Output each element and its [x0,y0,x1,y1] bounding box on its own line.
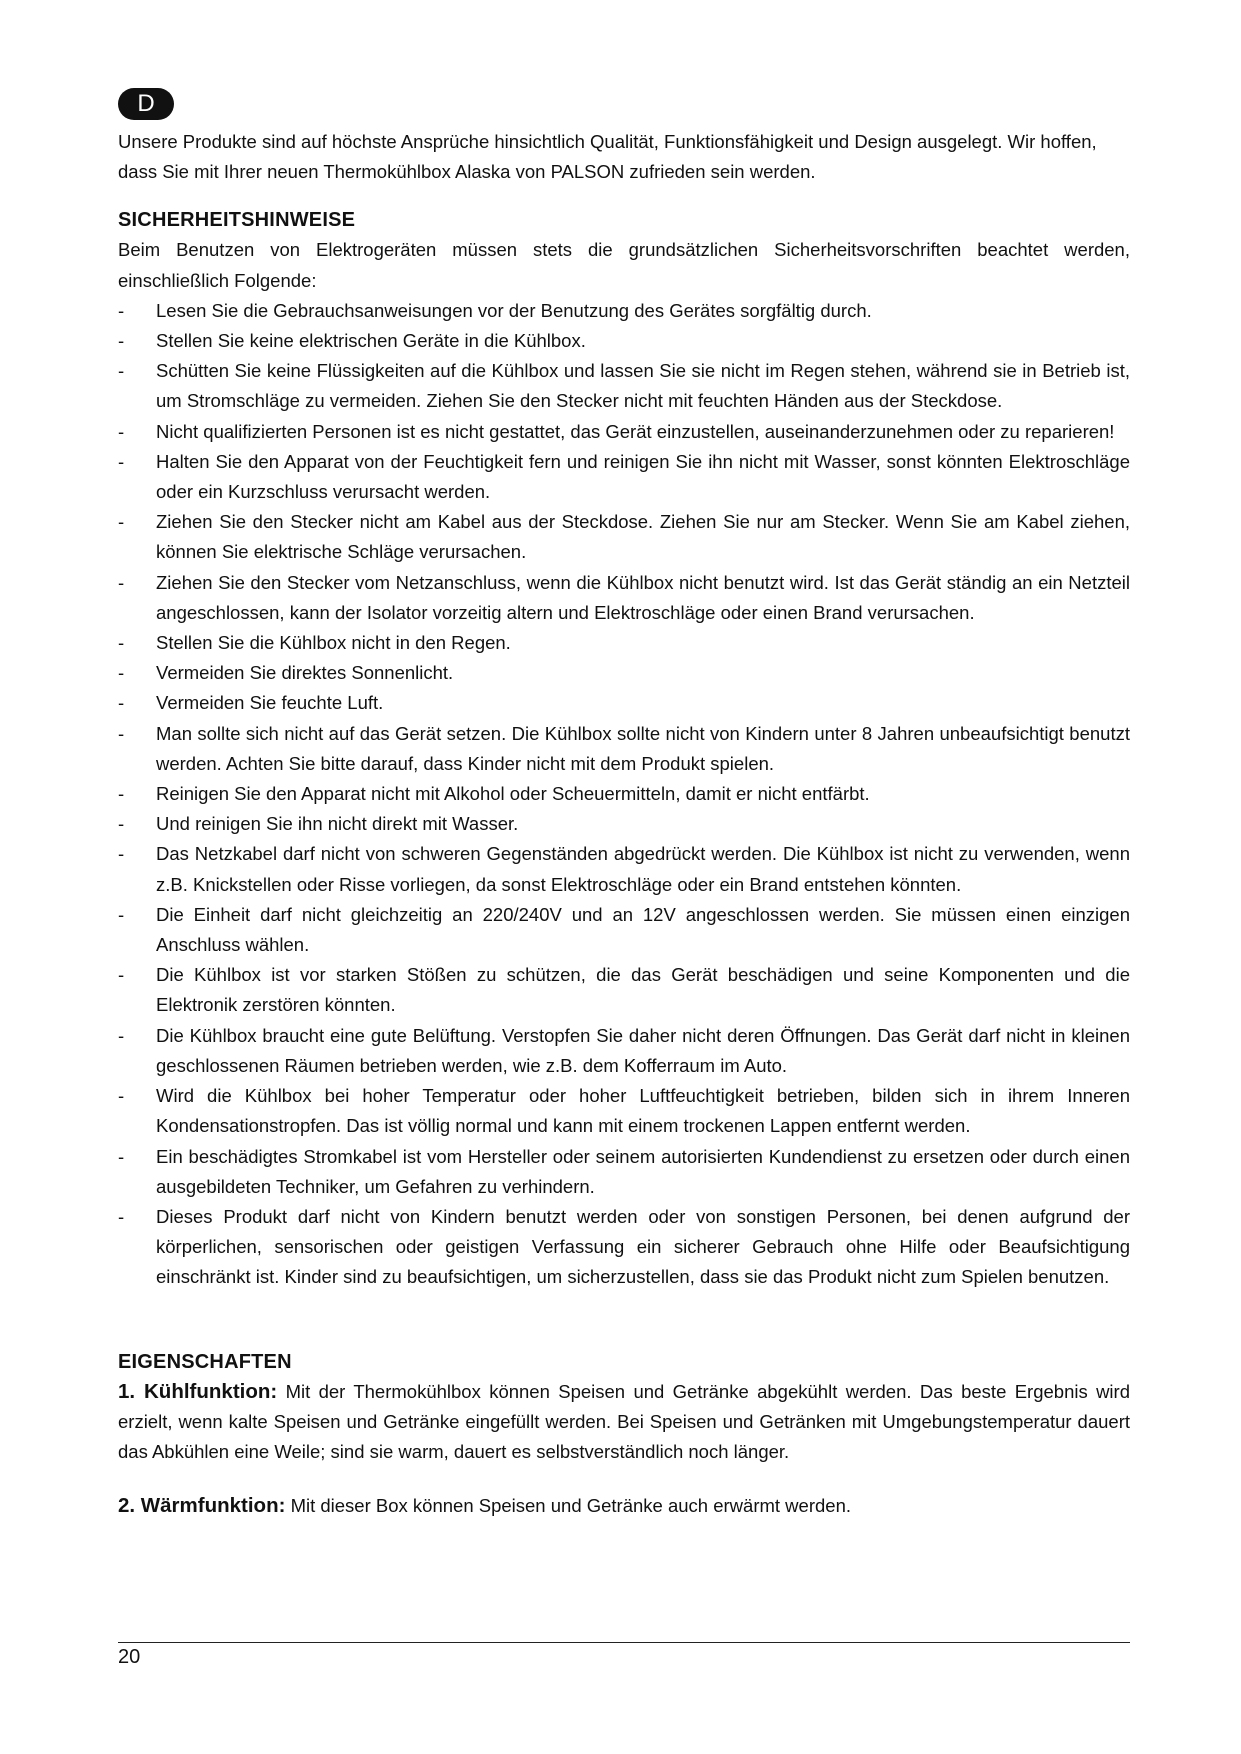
bullet-dash: - [118,632,125,654]
safety-item [118,809,1130,839]
safety-item [118,507,1130,567]
feature-text: Mit dieser Box können Speisen und Getränke auch erwärmt werden. [290,1495,852,1517]
intro-paragraph: Unsere Produkte sind auf höchste Ansprüche hinsichtlich Qualität, Funktionsfähigkeit und Design ausgelegt. Wir hoffen, dass Sie mit Ihrer neuen Thermokühlbox Alaska von PALSON zufrieden sein werden. [118,131,1097,183]
safety-item-text: Reinigen Sie den Apparat nicht mit Alkohol oder Scheuermitteln, damit er nicht entfärbt. [156,783,870,805]
safety-item [118,326,1130,356]
safety-item [118,296,1130,326]
bullet-dash: - [118,1024,125,1046]
safety-item-text: Stellen Sie keine elektrischen Geräte in die Kühlbox. [156,330,586,352]
bullet-dash: - [118,1145,125,1167]
safety-item-text: Dieses Produkt darf nicht von Kindern benutzt werden oder von sonstigen Personen, bei denen aufgrund der körperlichen, sensorischen oder geistigen Verfassung ein sicherer Gebrauch ohne Hilfe oder Beaufsichtigung einschränkt ist. Kinder sind zu beaufsichtigen, um sicherzustellen, dass sie das Produkt nicht zum Spielen benutzen. [156,1205,1130,1288]
bullet-dash: - [118,662,125,684]
safety-item-text: Die Kühlbox braucht eine gute Belüftung. Verstopfen Sie daher nicht deren Öffnungen. Das Gerät darf nicht in kleinen geschlossenen Räumen betrieben werden, wie z.B. dem Kofferraum im Auto. [156,1024,1130,1076]
feature-title: 1. Kühlfunktion: [118,1379,278,1403]
safety-item [118,1021,1130,1081]
bullet-dash: - [118,299,125,321]
safety-item [118,417,1130,447]
bullet-dash: - [118,511,125,533]
feature-heating [118,1491,1130,1521]
bullet-dash: - [118,360,125,382]
safety-item [118,779,1130,809]
safety-item-text: Ziehen Sie den Stecker nicht am Kabel aus der Steckdose. Ziehen Sie nur am Stecker. Wenn Sie am Kabel ziehen, können Sie elektrische Schläge verursachen. [156,511,1130,563]
safety-item [118,568,1130,628]
bullet-dash: - [118,450,125,472]
safety-item [118,960,1130,1020]
safety-item-text: Wird die Kühlbox bei hoher Temperatur oder hoher Luftfeuchtigkeit betrieben, bilden sich in ihrem Inneren Kondensationstropfen. Das ist völlig normal und kann mit einem trockenen Lappen entfernt werden. [156,1085,1130,1137]
safety-item [118,688,1130,718]
bullet-dash: - [118,1085,125,1107]
safety-item-text: Die Einheit darf nicht gleichzeitig an 220/240V und an 12V angeschlossen werden. Sie müssen einen einzigen Anschluss wählen. [156,903,1130,956]
bullet-dash: - [118,571,125,593]
safety-heading: SICHERHEITSHINWEISE [118,209,356,232]
safety-item [118,1081,1130,1141]
bullet-dash: - [118,330,125,352]
bullet-dash: - [118,692,125,714]
bullet-dash: - [118,783,125,805]
safety-item [118,900,1130,960]
safety-item-text: Man sollte sich nicht auf das Gerät setzen. Die Kühlbox sollte nicht von Kindern unter 8 Jahren unbeaufsichtigt benutzt werden. Achten Sie bitte darauf, dass Kinder nicht mit dem Produkt spielen. [156,722,1130,774]
bullet-dash: - [118,420,125,442]
safety-item-text: Halten Sie den Apparat von der Feuchtigkeit fern und reinigen Sie ihn nicht mit Wasser, sonst könnten Elektroschläge oder ein Kurzschluss verursacht werden. [156,450,1130,503]
safety-item-text: Und reinigen Sie ihn nicht direkt mit Wasser. [156,813,519,835]
bullet-dash: - [118,813,125,835]
features-heading: EIGENSCHAFTEN [118,1350,292,1373]
safety-item [118,1202,1130,1293]
language-badge: D [118,88,174,120]
bullet-dash: - [118,903,125,925]
safety-item-text: Nicht qualifizierten Personen ist es nicht gestattet, das Gerät einzustellen, auseinanderzunehmen oder zu reparieren! [156,420,1115,442]
safety-item-text: Schütten Sie keine Flüssigkeiten auf die Kühlbox und lassen Sie sie nicht im Regen stehen, während sie in Betrieb ist, um Stromschläge zu vermeiden. Ziehen Sie den Stecker nicht mit feuchten Händen aus der Steckdose. [156,360,1130,412]
safety-item [118,839,1130,899]
bullet-dash: - [118,1205,125,1227]
safety-item-text: Vermeiden Sie feuchte Luft. [156,692,384,714]
safety-list [118,296,1130,1293]
safety-item-text: Vermeiden Sie direktes Sonnenlicht. [156,662,454,684]
safety-lead: Beim Benutzen von Elektrogeräten müssen stets die grundsätzlichen Sicherheitsvorschriften beachtet werden, einschließlich Folgende: [118,239,1130,291]
bullet-dash: - [118,722,125,744]
page-content [118,127,1130,1521]
feature-title: 2. Wärmfunktion: [118,1494,286,1518]
safety-item-text: Lesen Sie die Gebrauchsanweisungen vor der Benutzung des Gerätes sorgfältig durch. [156,299,872,321]
bullet-dash: - [118,843,125,865]
safety-item [118,1142,1130,1202]
page-number: 20 [118,1646,141,1668]
safety-item [118,447,1130,507]
safety-item [118,658,1130,688]
safety-item-text: Stellen Sie die Kühlbox nicht in den Regen. [156,632,511,654]
safety-item-text: Ziehen Sie den Stecker vom Netzanschluss, wenn die Kühlbox nicht benutzt wird. Ist das Gerät ständig an ein Netzteil angeschlossen, kann der Isolator vorzeitig altern und Elektroschläge oder einen Brand verursachen. [156,571,1130,623]
safety-item [118,719,1130,779]
safety-item-text: Das Netzkabel darf nicht von schweren Gegenständen abgedrückt werden. Die Kühlbox ist nicht zu verwenden, wenn z.B. Knickstellen oder Risse vorliegen, da sonst Elektroschläge oder ein Brand entstehen könnten. [156,843,1130,895]
feature-cooling [118,1377,1130,1468]
safety-item [118,628,1130,658]
footer-divider [118,1642,1130,1643]
feature-text: Mit der Thermokühlbox können Speisen und Getränke abgekühlt werden. Das beste Ergebnis wird erzielt, wenn kalte Speisen und Getränke eingefüllt werden. Bei Speisen und Getränken mit Umgebungstemperatur dauert das Abkühlen eine Weile; sind sie warm, dauert es selbstverständlich noch länger. [118,1380,1130,1462]
safety-item-text: Ein beschädigtes Stromkabel ist vom Hersteller oder seinem autorisierten Kundendienst zu ersetzen oder durch einen ausgebildeten Techniker, um Gefahren zu verhindern. [156,1145,1130,1197]
bullet-dash: - [118,964,125,986]
safety-item [118,356,1130,416]
safety-item-text: Die Kühlbox ist vor starken Stößen zu schützen, die das Gerät beschädigen und seine Komponenten und die Elektronik zerstören könnten. [156,964,1130,1016]
